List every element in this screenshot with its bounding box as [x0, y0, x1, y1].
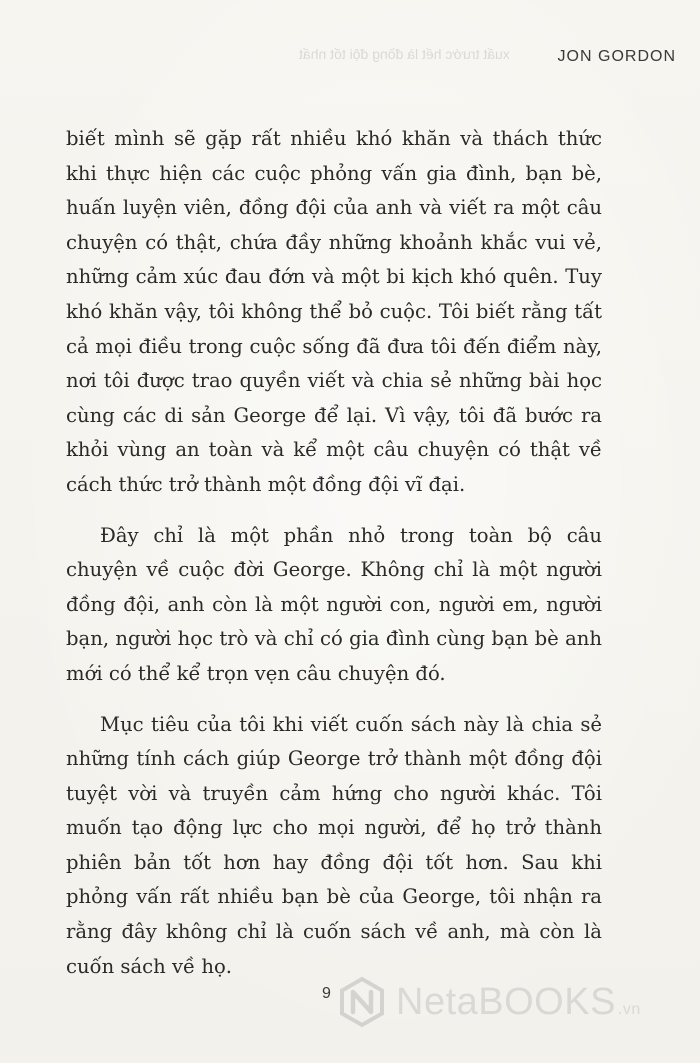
paragraph-2: Đây chỉ là một phần nhỏ trong toàn bộ câu chuyện về cuộc đời George. Không chỉ là một người đồng đội, anh còn là một người con, người em, người bạn, người học trò và chỉ có gia đình cùng bạn bè anh mới có thể kể trọn vẹn câu chuyện đó.: [66, 523, 602, 685]
watermark-wordmark: [396, 981, 641, 1024]
paragraph-3: Mục tiêu của tôi khi viết cuốn sách này là chia sẻ những tính cách giúp George trở thành một đồng đội tuyệt vời và truyền cảm hứng cho người khác. Tôi muốn tạo động lực cho mọi người, để họ trở thành phiên bản tốt hơn hay đồng đội tốt hơn. Sau khi phỏng vấn rất nhiều bạn bè của George, tôi nhận ra rằng đây không chỉ là cuốn sách về anh, mà còn là cuốn sách về họ.: [66, 712, 602, 978]
page-number: 9: [322, 985, 331, 1002]
watermark: [336, 976, 641, 1028]
page-body: [66, 122, 602, 984]
hexagon-n-logo-icon: [336, 976, 388, 1028]
watermark-domain-suffix: .vn: [617, 1000, 641, 1018]
watermark-brand: NetaBOOKS: [396, 980, 616, 1023]
bleed-through-text: xuất trước hết là đồng đội tốt nhất: [299, 46, 510, 62]
paragraph-1: biết mình sẽ gặp rất nhiều khó khăn và thách thức khi thực hiện các cuộc phỏng vấn gia đình, bạn bè, huấn luyện viên, đồng đội của anh và viết ra một câu chuyện có thật, chứa đầy những khoảnh khắc vui vẻ, những cảm xúc đau đớn và một bi kịch khó quên. Tuy khó khăn vậy, tôi không thể bỏ cuộc. Tôi biết rằng tất cả mọi điều trong cuộc sống đã đưa tôi đến điểm này, nơi tôi được trao quyền viết và chia sẻ những bài học cùng các di sản George để lại. Vì vậy, tôi đã bước ra khỏi vùng an toàn và kể một câu chuyện có thật về cách thức trở thành một đồng đội vĩ đại.: [66, 127, 602, 496]
running-header-author: JON GORDON: [557, 48, 676, 65]
